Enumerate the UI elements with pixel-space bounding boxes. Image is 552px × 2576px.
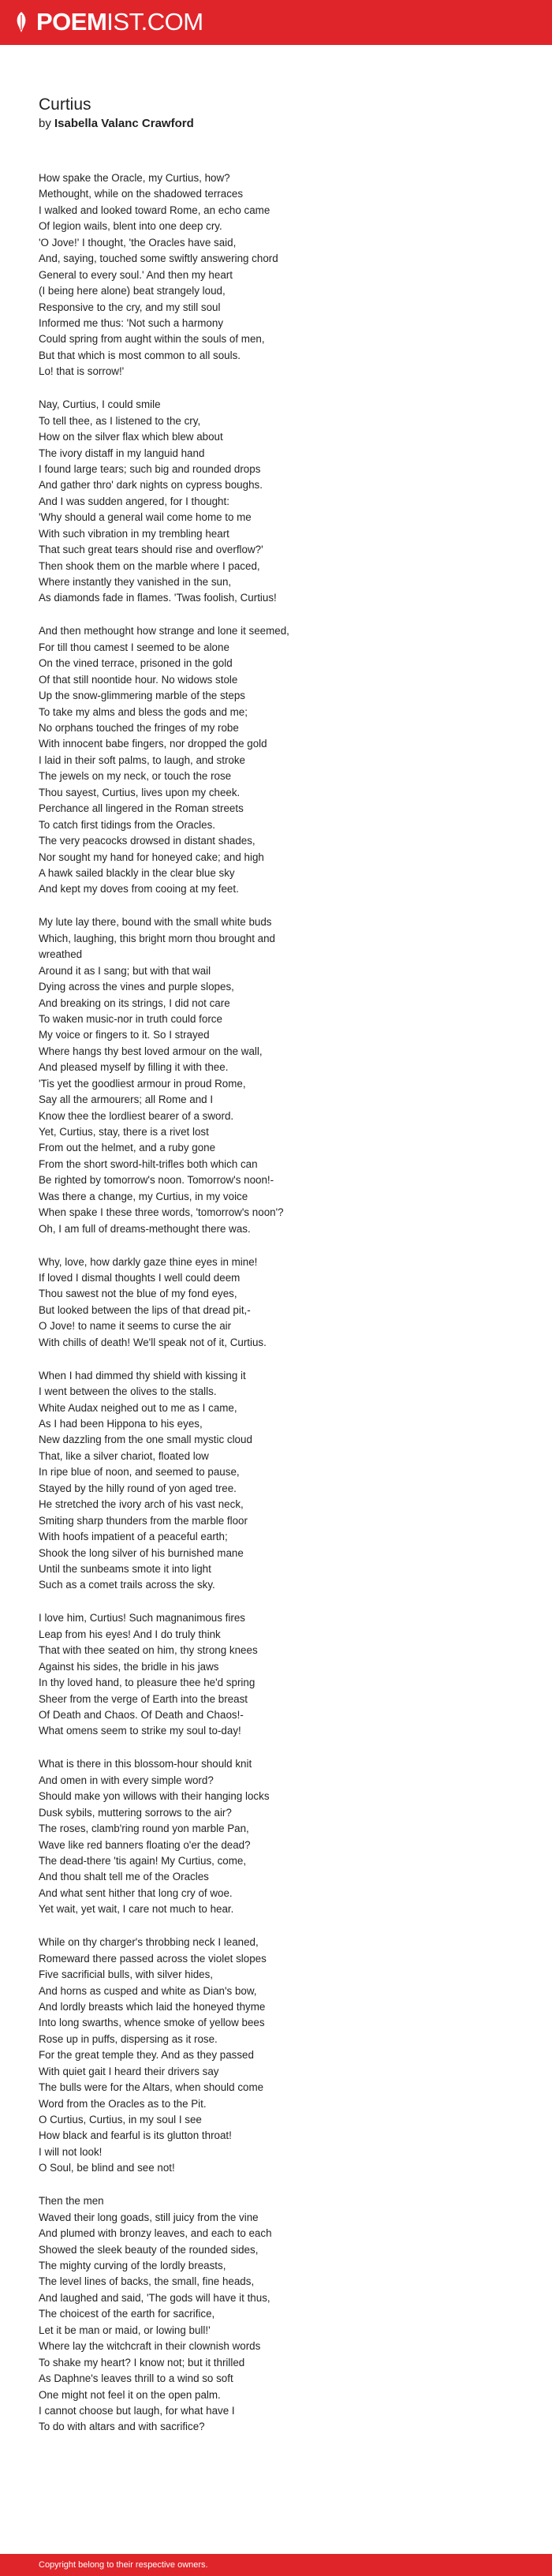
poem-line: To do with altars and with sacrifice? (39, 2421, 205, 2433)
stanza (39, 1254, 528, 1352)
poem-line: wreathed (39, 948, 83, 961)
poem-line: Word from the Oracles as to the Pit. (39, 2097, 207, 2110)
poem-line: And laughed and said, 'The gods will have it thus, (39, 2291, 270, 2304)
poem-line: He stretched the ivory arch of his vast neck, (39, 1498, 244, 1511)
poem-line: And pleased myself by filling it with thee. (39, 1061, 229, 1074)
poem-line: I will not look! (39, 2145, 103, 2158)
poem-line: From the short sword-hilt-trifles both which can (39, 1157, 258, 1170)
poem-line: I went between the olives to the stalls. (39, 1385, 217, 1398)
poem-line: How spake the Oracle, my Curtius, how? (39, 172, 230, 184)
poem-line: To shake my heart? I know not; but it thrilled (39, 2356, 245, 2368)
poem-line: Rose up in puffs, dispersing as it rose. (39, 2032, 218, 2045)
poem-line: Five sacrificial bulls, with silver hides, (39, 1968, 214, 1981)
stanza (39, 623, 528, 897)
poem-line: Of legion wails, blent into one deep cry. (39, 220, 222, 233)
poem-line: In ripe blue of noon, and seemed to pause, (39, 1466, 240, 1479)
brand-light: IST.COM (106, 8, 203, 36)
poem-line: Should make yon willows with their hanging locks (39, 1790, 270, 1803)
poem-line: Against his sides, the bridle in his jaws (39, 1660, 219, 1673)
poem-line: The roses, clamb'ring round yon marble Pan, (39, 1823, 249, 1835)
poem-line: I walked and looked toward Rome, an echo came (39, 204, 270, 216)
poem-line: O Jove! to name it seems to curse the air (39, 1320, 232, 1333)
site-footer (0, 2554, 552, 2576)
poem-line: O Soul, be blind and see not! (39, 2162, 175, 2174)
poem-line: When I had dimmed thy shield with kissing it (39, 1369, 246, 1381)
copyright-text: Copyright belong to their respective owners. (39, 2560, 208, 2570)
poem-line: What is there in this blossom-hour should knit (39, 1758, 252, 1770)
poem-line: That, like a silver chariot, floated low (39, 1449, 209, 1462)
poem-line: When spake I these three words, 'tomorrow's noon'? (39, 1206, 284, 1219)
poem-line: The ivory distaff in my languid hand (39, 447, 205, 459)
poem-line: And what sent hither that long cry of woe. (39, 1886, 233, 1899)
stanza (39, 2193, 528, 2436)
poem-line: Yet wait, yet wait, I care not much to hear. (39, 1903, 234, 1916)
poem-line: And I was sudden angered, for I thought: (39, 495, 229, 507)
poem-line: Into long swarths, whence smoke of yellow bees (39, 2017, 265, 2029)
stanza (39, 1935, 528, 2177)
poem-line: Then the men (39, 2195, 104, 2208)
poem-line: Shook the long silver of his burnished mane (39, 1546, 244, 1559)
poem-line: 'O Jove!' I thought, 'the Oracles have said, (39, 236, 237, 249)
poem-line: Dying across the vines and purple slopes, (39, 981, 234, 993)
poem-line: Oh, I am full of dreams-methought there was. (39, 1222, 251, 1235)
poem-line: 'Tis yet the goodliest armour in proud Rome, (39, 1077, 246, 1090)
poem-title: Curtius (39, 95, 91, 114)
poem-line: Showed the sleek beauty of the rounded sides, (39, 2243, 259, 2256)
poem-line: And horns as cusped and white as Dian's bow, (39, 1984, 257, 1997)
poem-line: Perchance all lingered in the Roman streets (39, 802, 244, 815)
poem-line: 'Why should a general wail come home to me (39, 511, 252, 524)
poem-line: Let it be man or maid, or lowing bull!' (39, 2324, 211, 2336)
poem-line: Romeward there passed across the violet slopes (39, 1952, 267, 1965)
poem-line: Be righted by tomorrow's noon. Tomorrow's noon!- (39, 1174, 274, 1187)
poem-line: For the great temple they. And as they passed (39, 2049, 254, 2062)
poem-line: The bulls were for the Altars, when should come (39, 2081, 264, 2094)
poem-line: How on the silver flax which blew about (39, 431, 223, 443)
poem-line: The dead-there 'tis again! My Curtius, come, (39, 1854, 247, 1867)
poem-line: The mighty curving of the lordly breasts, (39, 2260, 226, 2271)
poem-line: Where lay the witchcraft in their clownish words (39, 2340, 261, 2353)
poem-line: A hawk sailed blackly in the clear blue sky (39, 866, 235, 879)
poem-line: No orphans touched the fringes of my robe (39, 722, 239, 734)
poem-line: White Audax neighed out to me as I came, (39, 1401, 237, 1414)
poem-line: I cannot choose but laugh, for what have I (39, 2404, 235, 2417)
poem-line: Dusk sybils, muttering sorrows to the air? (39, 1806, 232, 1819)
poem-line: Such as a comet trails across the sky. (39, 1579, 215, 1591)
poem-line: Of that still noontide hour. No widows stole (39, 673, 238, 686)
poem-line: And plumed with bronzy leaves, and each to each (39, 2227, 272, 2240)
poem-line: Which, laughing, this bright morn thou brought and (39, 932, 275, 944)
poem-line: Leap from his eyes! And I do truly think (39, 1628, 221, 1640)
poem-line: To tell thee, as I listened to the cry, (39, 414, 201, 427)
poem-line: And then methought how strange and lone it seemed, (39, 625, 289, 637)
poem-line: My lute lay there, bound with the small white buds (39, 916, 272, 929)
poem-line: If loved I dismal thoughts I well could deem (39, 1272, 241, 1284)
poem-line: The jewels on my neck, or touch the rose (39, 770, 232, 783)
poem-line: What omens seem to strike my soul to-day! (39, 1725, 241, 1737)
poem-line: That such great tears should rise and overflow?' (39, 544, 263, 556)
poem-line: With such vibration in my trembling heart (39, 527, 229, 540)
poem-line: Nay, Curtius, I could smile (39, 398, 161, 411)
poem-line: And thou shalt tell me of the Oracles (39, 1871, 209, 1883)
poem-line: Responsive to the cry, and my still soul (39, 301, 221, 313)
stanza (39, 397, 528, 607)
author-link[interactable]: Isabella Valanc Crawford (54, 117, 194, 130)
poem-line: The level lines of backs, the small, fine heads, (39, 2275, 255, 2288)
stanza (39, 914, 528, 1237)
poem-line: How black and fearful is its glutton throat! (39, 2129, 232, 2142)
poem-line: The very peacocks drowsed in distant shades, (39, 835, 255, 847)
poem-line: With quiet gait I heard their drivers say (39, 2065, 219, 2077)
poem-line: Could spring from aught within the souls of men, (39, 333, 265, 346)
poem-line: Where hangs thy best loved armour on the wall, (39, 1045, 263, 1057)
poem-line: Say all the armourers; all Rome and I (39, 1094, 214, 1106)
poem-line: And omen in with every simple word? (39, 1774, 214, 1786)
poem-line: Around it as I sang; but with that wail (39, 964, 211, 977)
poem-line: Sheer from the verge of Earth into the breast (39, 1692, 248, 1705)
poem-line: And lordly breasts which laid the honeyed thyme (39, 2000, 266, 2013)
poem-line: Nor sought my hand for honeyed cake; and high (39, 851, 264, 863)
stanza (39, 1756, 528, 1917)
poem-line: That with thee seated on him, thy strong knees (39, 1644, 258, 1657)
poem-line: While on thy charger's throbbing neck I leaned, (39, 1936, 259, 1949)
poem-line: I found large tears; such big and rounded drops (39, 462, 261, 475)
poem-line: For till thou camest I seemed to be alone (39, 641, 229, 653)
stanza (39, 170, 528, 380)
poem-line: On the vined terrace, prisoned in the gold (39, 657, 233, 670)
poem-line: O Curtius, Curtius, in my soul I see (39, 2114, 202, 2125)
poem-line: Until the sunbeams smote it into light (39, 1562, 211, 1575)
poem-line: And kept my doves from cooing at my feet. (39, 883, 239, 895)
poem-line: Of Death and Chaos. Of Death and Chaos!- (39, 1708, 244, 1721)
poem-line: Stayed by the hilly round of yon aged tree. (39, 1482, 237, 1494)
poem-line: Where instantly they vanished in the sun, (39, 576, 232, 588)
poem-line: New dazzling from the one small mystic cloud (39, 1434, 252, 1446)
poem-line: To waken music-nor in truth could force (39, 1012, 222, 1025)
poem-line: Why, love, how darkly gaze thine eyes in mine! (39, 1255, 258, 1268)
site-logo-link[interactable] (36, 9, 203, 36)
poem-line: And gather thro' dark nights on cypress boughs. (39, 479, 263, 492)
poem-line: From out the helmet, and a ruby gone (39, 1142, 216, 1154)
poem-line: As Daphne's leaves thrill to a wind so soft (39, 2372, 233, 2385)
poem-line: As I had been Hippona to his eyes, (39, 1418, 203, 1430)
poem-line: Was there a change, my Curtius, in my voice (39, 1190, 248, 1202)
poem-line: I love him, Curtius! Such magnanimous fires (39, 1612, 245, 1624)
poem-line: General to every soul.' And then my heart (39, 268, 233, 281)
poem-line: Smiting sharp thunders from the marble floor (39, 1514, 248, 1527)
poem-line: I laid in their soft palms, to laugh, and stroke (39, 753, 246, 766)
poem-line: Lo! that is sorrow!' (39, 365, 125, 378)
poem-line: But looked between the lips of that dread pit,- (39, 1303, 251, 1316)
poem-line: My voice or fingers to it. So I strayed (39, 1029, 210, 1041)
poem-line: The choicest of the earth for sacrifice, (39, 2308, 215, 2320)
poem-line: But that which is most common to all souls. (39, 349, 241, 361)
poem-line: With innocent babe fingers, nor dropped the gold (39, 738, 267, 750)
poem-line: Waved their long goads, still juicy from the vine (39, 2211, 259, 2223)
quill-feather-icon[interactable] (14, 11, 28, 33)
poem-body (39, 170, 528, 2452)
brand-bold: POEM (36, 8, 107, 36)
poem-line: With hoofs impatient of a peaceful earth; (39, 1531, 228, 1543)
poem-line: Informed me thus: 'Not such a harmony (39, 316, 224, 329)
poem-line: To catch first tidings from the Oracles. (39, 818, 215, 831)
site-header (0, 0, 552, 45)
poem-line: Yet, Curtius, stay, there is a rivet lost (39, 1126, 209, 1138)
byline (39, 116, 194, 132)
poem-line: One might not feel it on the open palm. (39, 2388, 221, 2401)
poem-line: (I being here alone) beat strangely loud, (39, 285, 226, 297)
poem-line: And, saying, touched some swiftly answering chord (39, 252, 278, 265)
poem-line: Thou sayest, Curtius, lives upon my cheek. (39, 786, 241, 798)
poem-line: Up the snow-glimmering marble of the steps (39, 690, 245, 702)
by-label: by (39, 117, 51, 130)
poem-line: Methought, while on the shadowed terraces (39, 188, 244, 200)
poem-line: To take my alms and bless the gods and me; (39, 705, 248, 718)
poem-line: With chills of death! We'll speak not of it, Curtius. (39, 1336, 267, 1348)
poem-line: And breaking on its strings, I did not care (39, 996, 230, 1009)
poem-line: Thou sawest not the blue of my fond eyes, (39, 1288, 237, 1300)
poem-line: In thy loved hand, to pleasure thee he'd spring (39, 1677, 255, 1689)
stanza (39, 1610, 528, 1740)
poem-line: Wave like red banners floating o'er the dead? (39, 1838, 251, 1851)
poem-line: Know thee the lordliest bearer of a sword. (39, 1109, 234, 1122)
stanza (39, 1368, 528, 1594)
poem-line: As diamonds fade in flames. 'Twas foolish, Curtius! (39, 592, 277, 604)
poem-line: Then shook them on the marble where I paced, (39, 559, 260, 572)
